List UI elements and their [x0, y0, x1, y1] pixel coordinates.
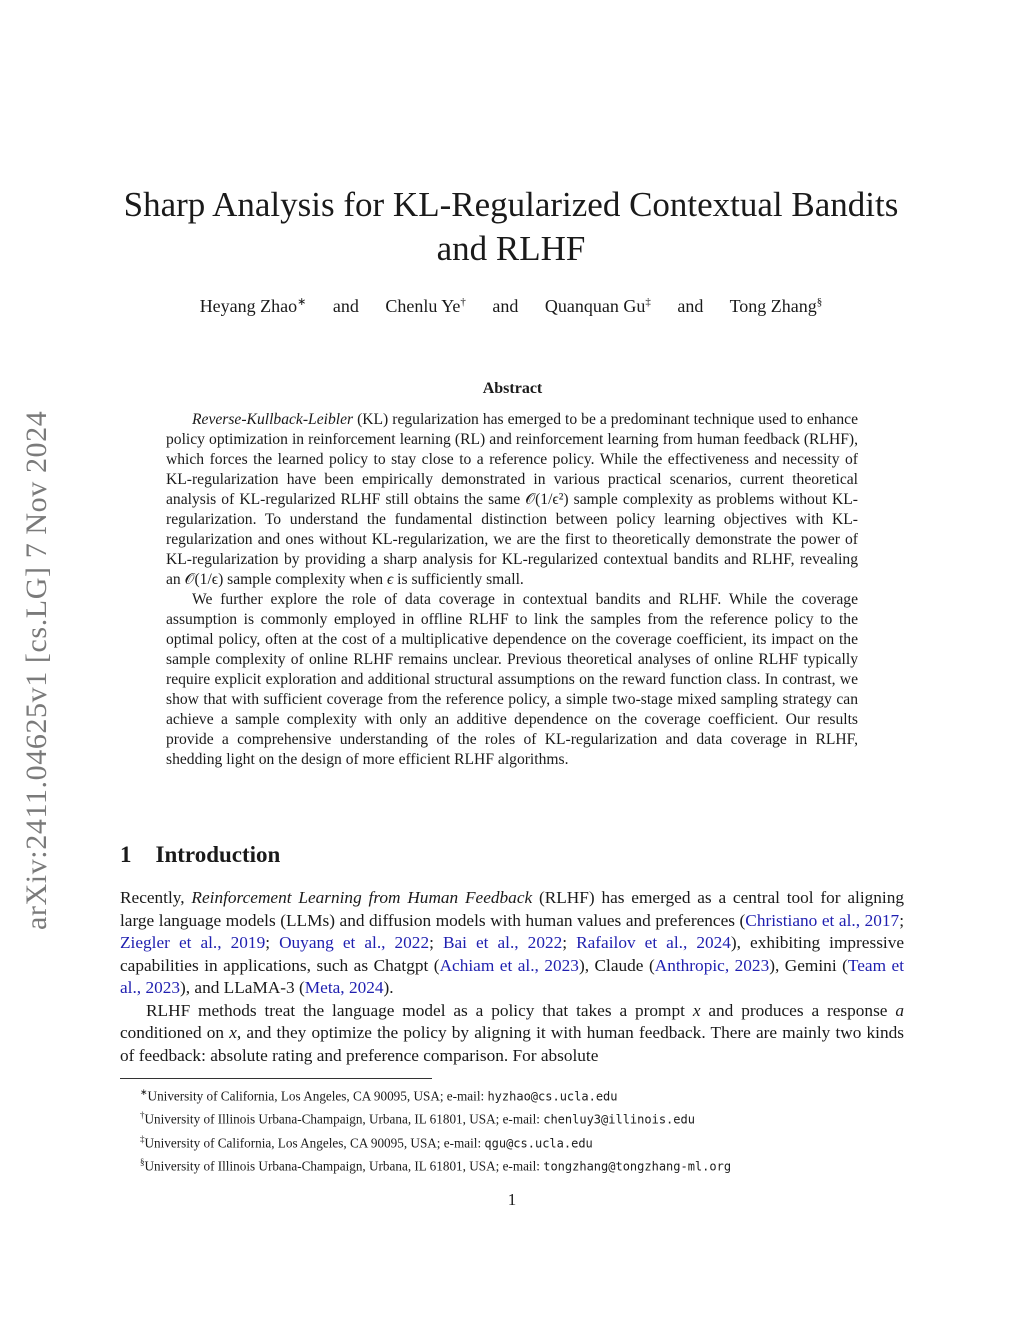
author-list: [100, 290, 922, 318]
author-separator: and: [492, 296, 519, 316]
footnotes: [140, 1083, 900, 1177]
citation-link[interactable]: Ziegler et al., 2019: [120, 933, 266, 952]
page-number: 1: [507, 1190, 517, 1209]
citation-link[interactable]: Meta, 2024: [304, 978, 384, 997]
abstract-body: [166, 410, 858, 770]
intro-paragraph: RLHF methods treat the language model as a policy that takes a prompt x and produces a response a conditioned on x, and they optimize the policy by aligning it with human feedback. There are mainly two kinds of feedback: absolute rating and preference comparison. For absolute: [120, 1000, 904, 1065]
footnote-divider: [120, 1078, 432, 1079]
author: Tong Zhang§: [729, 296, 823, 316]
citation-link[interactable]: Rafailov et al., 2024: [576, 933, 731, 952]
intro-paragraph: Recently, Reinforcement Learning from Human Feedback (RLHF) has emerged as a central tool for aligning large language models (LLMs) and diffusion models with human values and preferences (Christiano et al., 2017; Ziegler et al., 2019; Ouyang et al., 2022; Bai et al., 2022; Rafailov et al., 2024), exhibiting impressive capabilities in applications, such as Chatgpt (Achiam et al., 2023), Claude (Anthropic, 2023), Gemini (Team et al., 2023), and LLaMA-3 (Meta, 2024).: [120, 888, 905, 997]
citation-link[interactable]: Anthropic, 2023: [654, 955, 770, 975]
author: Chenlu Ye†: [385, 296, 466, 316]
title-line-2: and RLHF: [436, 229, 586, 268]
arxiv-stamp: arXiv:2411.04625v1 [cs.LG] 7 Nov 2024: [20, 410, 53, 930]
abstract-paragraph: We further explore the role of data coverage in contextual bandits and RLHF. While the coverage assumption is commonly employed in offline RLHF to link the samples from the reference policy to the optimal policy, often at the cost of a multiplicative dependence on the coverage coefficient, its impact on the sample complexity of online RLHF remains unclear. Previous theoretical analyses of online RLHF typically require explicit exploration and additional structural assumptions on the reward function class. In contrast, we show that with sufficient coverage from the reference policy, a simple two-stage mixed sampling strategy can achieve a sample complexity with only an additive dependence on the coverage coefficient. Our results provide a comprehensive understanding of the roles of KL-regularization and data coverage in RLHF, shedding light on the design of more efficient RLHF algorithms.: [166, 591, 858, 768]
title-line-1: Sharp Analysis for KL-Regularized Contextual Bandits: [123, 185, 899, 224]
email-link[interactable]: tongzhang@tongzhang-ml.org: [543, 1159, 732, 1174]
citation-link[interactable]: Christiano et al., 2017: [745, 910, 900, 930]
email-link[interactable]: hyzhao@cs.ucla.edu: [487, 1089, 618, 1104]
email-link[interactable]: chenluy3@illinois.edu: [543, 1112, 695, 1127]
citation-link[interactable]: Team et al., 2023: [120, 955, 905, 997]
footnote: ∗University of California, Los Angeles, CA 90095, USA; e-mail: hyzhao@cs.ucla.edu: [140, 1087, 618, 1104]
abstract-paragraph: Reverse-Kullback-Leibler (KL) regularization has emerged to be a predominant technique used to enhance policy optimization in reinforcement learning (RL) and reinforcement learning from human feedback (RLHF), which forces the learned policy to stay close to a reference policy. While the effectiveness and necessity of KL-regularization have been empirically demonstrated in various practical scenarios, current theoretical analysis of KL-regularized RLHF still obtains the same 𝒪(1/ϵ²) sample complexity as problems without KL-regularization. To understand the fundamental distinction between policy learning objectives with KL-regularization and ones without KL-regularization, we are the first to theoretically demonstrate the power of KL-regularization by providing a sharp analysis for KL-regularized contextual bandits and RLHF, revealing an 𝒪(1/ϵ) sample complexity when ϵ is sufficiently small.: [166, 411, 858, 588]
footnote: †University of Illinois Urbana-Champaign, Urbana, IL 61801, USA; e-mail: chenluy3@illinois.edu: [140, 1110, 695, 1127]
section-heading: 1 Introduction: [120, 842, 281, 867]
author: Heyang Zhao∗: [199, 296, 307, 316]
citation-link[interactable]: Achiam et al., 2023: [439, 955, 579, 975]
introduction-body: [120, 887, 904, 1067]
citation-link[interactable]: Ouyang et al., 2022: [279, 933, 430, 952]
footnote: §University of Illinois Urbana-Champaign, Urbana, IL 61801, USA; e-mail: tongzhang@tongzhang-ml.org: [140, 1157, 732, 1174]
author: Quanquan Gu‡: [544, 296, 651, 316]
footnote: ‡University of California, Los Angeles, CA 90095, USA; e-mail: qgu@cs.ucla.edu: [140, 1133, 593, 1151]
abstract-heading: Abstract: [482, 380, 543, 397]
paper-title: [100, 183, 922, 271]
author-separator: and: [332, 296, 359, 316]
citation-link[interactable]: Bai et al., 2022: [442, 933, 563, 952]
author-separator: and: [677, 296, 704, 316]
email-link[interactable]: qgu@cs.ucla.edu: [484, 1136, 593, 1151]
